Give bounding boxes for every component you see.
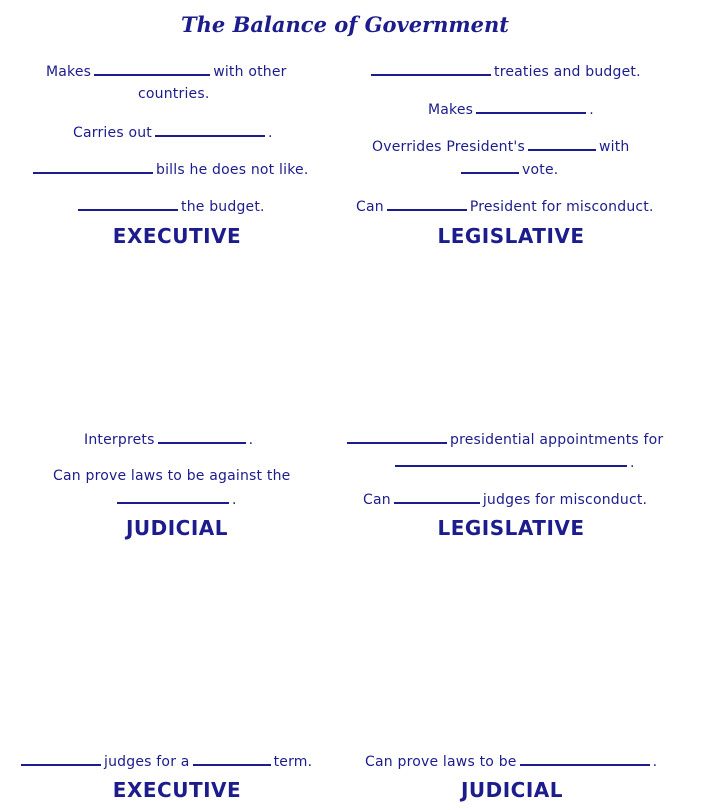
q6-text: Can prove laws to be [365, 754, 517, 770]
q5-text: term. [273, 754, 313, 770]
q1-line-1 [46, 62, 287, 81]
q1-line-5 [75, 197, 265, 216]
q2-text: Overrides President's [372, 139, 525, 155]
answer-blank[interactable] [78, 197, 178, 211]
q4-line-3 [363, 490, 647, 509]
q3-text: . [232, 492, 237, 508]
q2-text: vote. [522, 162, 559, 178]
q3-text: . [248, 432, 254, 448]
answer-blank[interactable] [158, 430, 246, 444]
answer-blank[interactable] [387, 197, 467, 211]
answer-blank[interactable] [347, 430, 447, 444]
q4-text: judges for misconduct. [482, 492, 648, 508]
q2-text: . [589, 102, 594, 118]
answer-blank[interactable] [371, 62, 491, 76]
answer-blank[interactable] [193, 752, 271, 766]
q5-text: judges for a [104, 754, 190, 770]
q1-text: Carries out [73, 125, 152, 141]
branch-label-judicial: JUDICIAL [125, 516, 229, 540]
q1-text: bills he does not like. [156, 162, 309, 178]
branch-label-executive: EXECUTIVE [112, 778, 242, 802]
answer-blank[interactable] [21, 752, 101, 766]
q6-line-1 [365, 752, 657, 771]
q2-line-2 [428, 100, 594, 119]
branch-label-legislative: LEGISLATIVE [437, 224, 585, 248]
q1-text: with other [213, 64, 287, 80]
answer-blank[interactable] [117, 490, 229, 504]
q1-line-2: countries. [138, 86, 210, 102]
q4-text: Can [363, 492, 391, 508]
q6-text: . [652, 754, 658, 770]
q2-line-1 [368, 62, 641, 81]
branch-label-legislative: LEGISLATIVE [437, 516, 585, 540]
answer-blank[interactable] [461, 160, 519, 174]
answer-blank[interactable] [155, 123, 265, 137]
answer-blank[interactable] [528, 137, 596, 151]
q4-text: presidential appointments for [450, 432, 664, 448]
q2-text: Can [356, 199, 384, 215]
q3-line-2: Can prove laws to be against the [53, 468, 291, 484]
q3-line-3 [114, 490, 237, 509]
q1-line-4 [30, 160, 308, 179]
answer-blank[interactable] [94, 62, 210, 76]
q1-text: the budget. [181, 199, 265, 215]
answer-blank[interactable] [395, 453, 627, 467]
q3-text: Interprets [84, 432, 155, 448]
q1-line-3 [73, 123, 273, 142]
q4-text: . [630, 455, 635, 471]
answer-blank[interactable] [520, 752, 650, 766]
answer-blank[interactable] [33, 160, 153, 174]
branch-label-executive: EXECUTIVE [112, 224, 242, 248]
q2-text: treaties and budget. [494, 64, 641, 80]
q2-line-4 [458, 160, 558, 179]
q2-line-3 [372, 137, 629, 156]
q1-text: Makes [46, 64, 92, 80]
answer-blank[interactable] [394, 490, 480, 504]
branch-label-judicial: JUDICIAL [460, 778, 564, 802]
q2-line-5 [356, 197, 654, 216]
q4-line-2 [392, 453, 635, 472]
q5-line-1 [18, 752, 312, 771]
q3-line-1 [84, 430, 253, 449]
q4-line-1 [344, 430, 663, 449]
q1-text: . [268, 125, 273, 141]
q2-text: President for misconduct. [469, 199, 654, 215]
answer-blank[interactable] [476, 100, 586, 114]
q2-text: with [598, 139, 630, 155]
page-title: The Balance of Government [181, 12, 509, 37]
q2-text: Makes [428, 102, 474, 118]
